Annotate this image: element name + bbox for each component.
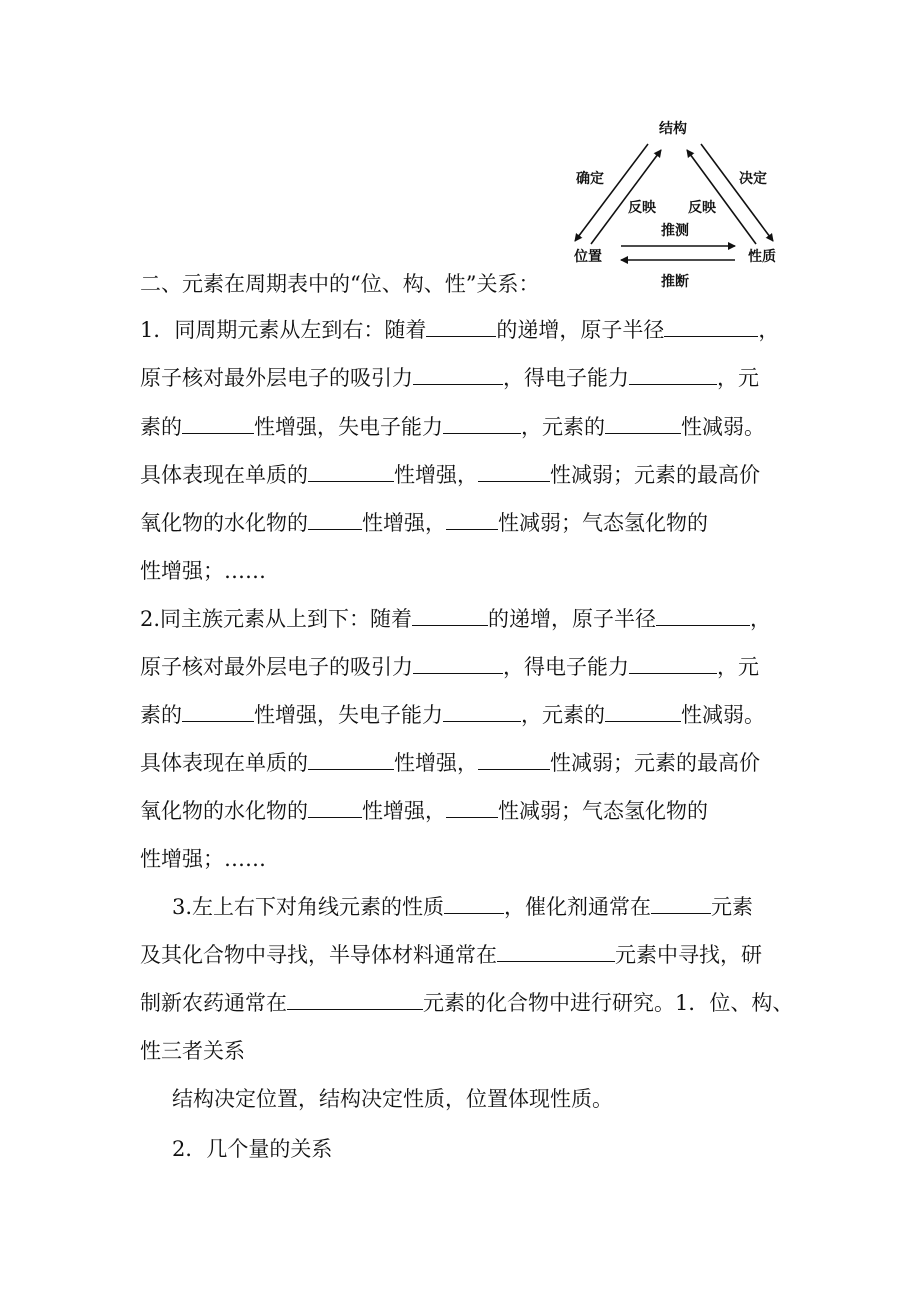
text: 性减弱。 [681, 415, 765, 439]
text: 性减弱。 [681, 703, 765, 727]
text: ， [750, 607, 772, 631]
arrow-property-to-structure [687, 150, 756, 244]
text: 性增强；…… [140, 559, 266, 583]
text: 元素 [711, 895, 754, 919]
s2-line4 [140, 749, 760, 777]
s2-line2 [140, 653, 759, 681]
s1-line1 [140, 316, 779, 344]
text: 素的 [140, 415, 182, 439]
label-decide-right: 决定 [739, 171, 767, 187]
text: 2.同主族元素从上到下：随着 [140, 607, 413, 631]
s1-line5 [140, 509, 708, 537]
text: ，催化剂通常在 [504, 895, 652, 919]
label-deduce-bottom: 推断 [661, 274, 689, 290]
label-reflect-right: 反映 [688, 200, 716, 216]
s3-line1 [172, 893, 753, 921]
blank-field[interactable] [182, 701, 254, 722]
blank-field[interactable] [412, 605, 488, 626]
text: 制新农药通常在 [140, 991, 287, 1015]
section-heading-2: 2．几个量的关系 [172, 1137, 333, 1161]
text: ，元 [717, 655, 759, 679]
text: 性增强；…… [140, 847, 266, 871]
blank-field[interactable] [478, 749, 550, 770]
text: 元素的化合物中进行研究。1．位、构、 [423, 991, 794, 1015]
text: 性增强， [394, 463, 478, 487]
text: 1．同周期元素从左到右：随着 [140, 318, 427, 342]
s2-line6 [140, 845, 266, 873]
s1-line3 [140, 413, 765, 441]
s1-line2 [140, 364, 759, 392]
text: 性减弱；元素的最高价 [550, 751, 760, 775]
blank-field[interactable] [182, 413, 254, 434]
blank-field[interactable] [629, 364, 717, 385]
blank-field[interactable] [413, 653, 503, 674]
text: 性增强， [362, 799, 446, 823]
blank-field[interactable] [605, 413, 681, 434]
s3-line3 [140, 989, 793, 1017]
blank-field[interactable] [497, 941, 615, 962]
text: 氧化物的水化物的 [140, 511, 308, 535]
s3-line4 [140, 1037, 245, 1065]
s1-line4 [140, 461, 760, 489]
blank-field[interactable] [478, 461, 550, 482]
label-reflect-left: 反映 [628, 200, 656, 216]
text: 氧化物的水化物的 [140, 799, 308, 823]
label-determine-left: 确定 [576, 171, 604, 187]
s2-line5 [140, 797, 708, 825]
text: ，元素的 [521, 415, 605, 439]
s2-line1 [140, 605, 771, 633]
text: 具体表现在单质的 [140, 751, 308, 775]
structure-position-property-diagram [555, 108, 795, 293]
blank-field[interactable] [651, 893, 711, 914]
text: 性三者关系 [140, 1039, 245, 1063]
text: 原子核对最外层电子的吸引力 [140, 366, 413, 390]
text: 的递增，原子半径 [496, 318, 665, 342]
text: 性增强， [362, 511, 446, 535]
text: 性增强，失电子能力 [254, 703, 443, 727]
arrow-position-to-structure [591, 150, 661, 244]
s1-line6 [140, 557, 266, 585]
text: 性减弱；气态氢化物的 [498, 799, 708, 823]
blank-field[interactable] [287, 989, 423, 1010]
blank-field[interactable] [308, 509, 362, 530]
blank-field[interactable] [444, 893, 504, 914]
text: ， [758, 318, 780, 342]
text: 素的 [140, 703, 182, 727]
arrow-structure-to-property [701, 144, 773, 241]
text: ，元素的 [521, 703, 605, 727]
blank-field[interactable] [413, 364, 503, 385]
s2-line3 [140, 701, 765, 729]
text: ，得电子能力 [503, 366, 629, 390]
node-property: 性质 [748, 249, 776, 265]
blank-field[interactable] [605, 701, 681, 722]
text: 性减弱；气态氢化物的 [498, 511, 708, 535]
text: ，元 [717, 366, 759, 390]
label-infer-top: 推测 [661, 223, 689, 239]
blank-field[interactable] [426, 316, 496, 337]
blank-field[interactable] [443, 701, 521, 722]
blank-field[interactable] [446, 509, 498, 530]
blank-field[interactable] [664, 316, 758, 337]
text: ，得电子能力 [503, 655, 629, 679]
text: 性增强，失电子能力 [254, 415, 443, 439]
summary-text: 结构决定位置，结构决定性质，位置体现性质。 [172, 1087, 613, 1111]
text: 性增强， [394, 751, 478, 775]
text: 原子核对最外层电子的吸引力 [140, 655, 413, 679]
text: 具体表现在单质的 [140, 463, 308, 487]
arrow-structure-to-position [575, 144, 648, 241]
text: 及其化合物中寻找，半导体材料通常在 [140, 943, 497, 967]
blank-field[interactable] [656, 605, 750, 626]
blank-field[interactable] [308, 749, 394, 770]
text: 的递增，原子半径 [488, 607, 657, 631]
blank-field[interactable] [308, 797, 362, 818]
blank-field[interactable] [443, 413, 521, 434]
blank-field[interactable] [446, 797, 498, 818]
text: 性减弱；元素的最高价 [550, 463, 760, 487]
section-heading: 二、元素在周期表中的“位、构、性”关系： [140, 272, 540, 296]
blank-field[interactable] [629, 653, 717, 674]
node-structure: 结构 [659, 121, 687, 137]
s3-line2 [140, 941, 762, 969]
node-position: 位置 [574, 249, 602, 265]
blank-field[interactable] [308, 461, 394, 482]
text: 3.左上右下对角线元素的性质 [172, 895, 445, 919]
text: 元素中寻找，研 [615, 943, 762, 967]
